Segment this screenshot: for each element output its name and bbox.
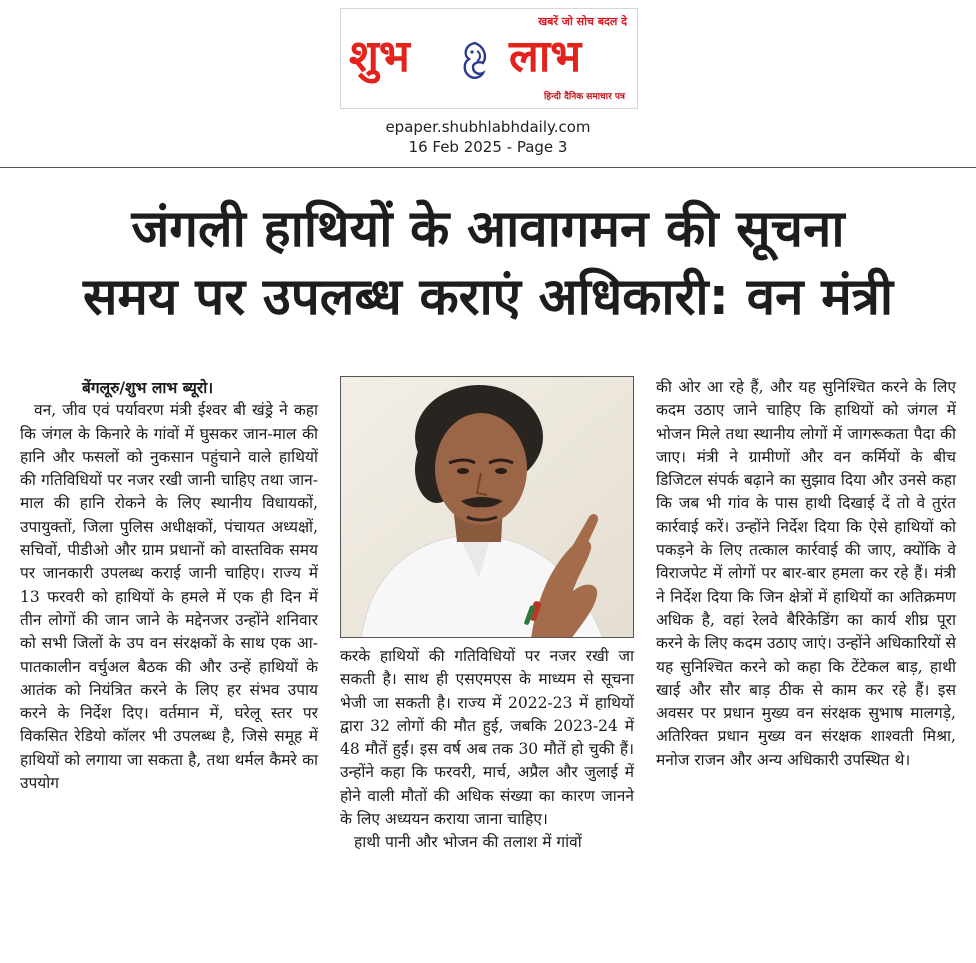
masthead-subline: हिन्दी दैनिक समाचार पत्र	[543, 92, 625, 102]
logo-text-shubh: शुभ	[349, 31, 410, 82]
article-paragraph: वन, जीव एवं पर्यावरण मंत्री ईश्वर बी खंड्रे ने कहा कि जंगल के किनारे के गांवों में घुसकर जान-माल की हानि और फसलों को नुकसान पहुंचाने वाले हाथियों की गतिविधियों पर नजर रखी जानी चाहिए तथा जान-माल की हानि रोकने के लिए स्थानीय विधायकों, उपायुक्तों, जिला पुलिस अधीक्षकों, पंचायत अध्यक्षों, सचिवों, पीडीओ और ग्राम प्रधानों को वास्तविक समय पर जानकारी उपलब्ध कराई जानी चाहिए। राज्य में 13 फरवरी को हाथियों के हमले में एक ही दिन में तीन लोगों की जान जाने के मद्देनजर उन्होंने शनिवार को सभी जिलों के उप वन संरक्षकों के साथ एक आ-पातकालीन वर्चुअल बैठक की और उन्हें हाथियों के आतंक को नियंत्रित करने के लिए हर संभव उपाय करने के निर्देश दिए। वर्तमान में, घरेलू स्तर पर विकसित रेडियो कॉलर भी उपलब्ध है, जिसे समूह में हाथियों को लगाया जा सकता है, तथा थर्मल कैमरे का उपयोग	[20, 401, 318, 793]
newspaper-masthead	[340, 8, 638, 109]
article-paragraph: करके हाथियों की गतिविधियों पर नजर रखी जा सकती है। साथ ही एसएमएस के माध्यम से सूचना भेजी जा सकती है। राज्य में 2022-23 में हाथियों द्वारा 32 लोगों की मौत हुई, जबकि 2023-24 में 48 मौतें हुईं। इस वर्ष अब तक 30 मौतें हो चुकी हैं। उन्होंने कहा कि फरवरी, मार्च, अप्रैल और जुलाई में होने वाली मौतों की अधिक संख्या का कारण जानने के लिए अध्ययन कराया जाना चाहिए।	[340, 647, 634, 829]
headline-line-1: जंगली हाथियों के आवागमन की सूचना	[131, 200, 845, 259]
edition-date-page: 16 Feb 2025 - Page 3	[408, 138, 568, 156]
logo-text-labh: लाभ	[509, 31, 582, 82]
article-column-2	[340, 645, 634, 855]
ganesha-logo-icon	[455, 39, 495, 83]
minister-photo	[340, 376, 634, 638]
article-column-1	[20, 376, 318, 795]
article-column-3	[656, 376, 956, 772]
header-divider	[0, 167, 976, 168]
headline-line-2: समय पर उपलब्ध कराएं अधिकारी: वन मंत्री	[82, 268, 894, 327]
epaper-url[interactable]: epaper.shubhlabhdaily.com	[385, 118, 591, 136]
masthead-tagline: खबरें जो सोच बदल दे	[538, 15, 627, 28]
article-byline: बेंगलूरु/शुभ लाभ ब्यूरो।	[82, 378, 214, 397]
article-headline	[0, 196, 976, 332]
article-paragraph: की ओर आ रहे हैं, और यह सुनिश्चित करने के लिए कदम उठाए जाने चाहिए कि हाथियों को जंगल में भोजन मिले तथा स्थानीय लोगों में जागरूकता पैदा की जाए। मंत्री ने ग्रामीणों और वन कर्मियों के बीच डिजिटल संपर्क बढ़ाने का सुझाव दिया और उनसे कहा कि जब भी गांव के पास हाथी दिखाई दें तो वे तुरंत कार्रवाई करें। उन्होंने निर्देश दिया कि ऐसे हाथियों को पकड़ने के लिए तत्काल कार्रवाई की जाए, क्योंकि वे विराजपेट में लोगों पर बार-बार हमला कर रहे हैं। मंत्री ने निर्देश दिया कि जिन क्षेत्रों में हाथियों का अतिक्रमण अधिक है, वहां रेलवे बैरिकेडिंग का कार्य शीघ्र पूरा करने के लिए कदम उठाए जाएं। उन्होंने अधिकारियों से यह सुनिश्चित करने को कहा कि टेंटेकल बाड़, हाथी खाई और सौर बाड़ ठीक से काम कर रहे हैं। इस अवसर पर प्रधान मुख्य वन संरक्षक सुभाष मालगड़े, अतिरिक्त प्रधान मुख्य वन संरक्षक शाश्वती मिश्रा, मनोज राजन और अन्य अधिकारी उपस्थित थे।	[656, 378, 956, 769]
minister-portrait-image	[341, 377, 634, 638]
article-paragraph: हाथी पानी और भोजन की तलाश में गांवों	[354, 833, 582, 852]
